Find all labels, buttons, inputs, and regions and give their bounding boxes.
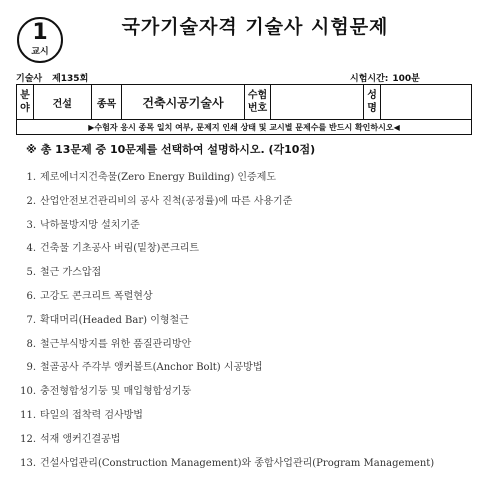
question-text: 고강도 콘크리트 폭렬현상 — [40, 290, 153, 302]
question-item — [20, 380, 482, 404]
reference-mark: ※ — [26, 143, 37, 156]
question-item — [20, 356, 482, 380]
exam-time-value: 100분 — [392, 74, 420, 84]
exam-category: 기술사 — [16, 74, 43, 84]
question-item — [20, 214, 482, 238]
question-number: 10. — [20, 386, 36, 398]
field-value-cell: 건설 — [33, 85, 91, 120]
question-item — [20, 237, 482, 261]
exam-period-label: 교시 — [31, 47, 49, 57]
question-number: 7. — [26, 314, 36, 326]
exam-period-badge — [17, 17, 63, 63]
question-text: 충전형합성기둥 및 매입형합성기둥 — [40, 386, 192, 398]
field-label-cell: 분야 — [17, 85, 34, 120]
question-number: 11. — [20, 409, 36, 421]
exam-session-info — [16, 71, 88, 84]
exam-number-input-cell[interactable] — [271, 85, 364, 120]
question-item — [20, 285, 482, 309]
question-text: 철근 가스압접 — [40, 267, 102, 279]
question-item — [20, 428, 482, 452]
question-text: 철근부식방지를 위한 품질관리방안 — [40, 338, 192, 350]
question-number: 4. — [26, 243, 36, 255]
question-number: 8. — [26, 338, 36, 350]
question-item — [20, 261, 482, 285]
question-number: 12. — [20, 433, 36, 445]
exam-session: 제135회 — [52, 74, 89, 84]
question-number: 13. — [20, 457, 36, 469]
question-number: 6. — [26, 290, 36, 302]
question-text: 건축물 기초공사 버림(밑창)콘크리트 — [40, 243, 200, 255]
exam-period-number: 1 — [32, 20, 48, 45]
notice-row: ▶수험자 응시 종목 일치 여부, 문제지 인쇄 상태 및 교시별 문제수를 반드시 확인하시오◀ — [17, 120, 472, 135]
question-text: 확대머리(Headed Bar) 이형철근 — [40, 314, 189, 326]
item-label-cell: 종목 — [91, 85, 122, 120]
question-item — [20, 452, 482, 476]
question-number: 1. — [26, 172, 36, 183]
question-item — [20, 166, 482, 190]
item-value-cell: 건축시공기술사 — [122, 85, 244, 120]
question-number: 3. — [26, 219, 36, 231]
question-text: 낙하물방지망 설치기준 — [40, 219, 140, 231]
question-number: 2. — [26, 195, 36, 207]
exam-number-label-cell: 수험번호 — [244, 85, 271, 120]
instruction-line — [26, 141, 315, 157]
question-item — [20, 333, 482, 357]
question-list — [20, 166, 482, 475]
question-text: 산업안전보건관리비의 공사 진척(공정률)에 따른 사용기준 — [40, 195, 293, 207]
name-input-cell[interactable] — [381, 85, 472, 120]
question-text: 타일의 접착력 검사방법 — [40, 409, 143, 421]
question-number: 5. — [26, 267, 36, 279]
question-number: 9. — [26, 362, 36, 374]
name-label-cell: 성명 — [364, 85, 381, 120]
question-text: 제로에너지건축물(Zero Energy Building) 인증제도 — [40, 172, 277, 183]
exam-info-table — [16, 84, 472, 135]
question-text: 석재 앵커긴결공법 — [40, 433, 121, 445]
question-text: 건설사업관리(Construction Management)와 종합사업관리(Program Management) — [40, 457, 435, 469]
question-item — [20, 190, 482, 214]
question-item — [20, 309, 482, 333]
exam-time-info — [350, 71, 420, 84]
instruction-text: 총 13문제 중 10문제를 선택하여 설명하시오. (각10점) — [40, 143, 316, 156]
question-item — [20, 404, 482, 428]
document-title: 국가기술자격 기술사 시험문제 — [121, 16, 389, 38]
question-text: 철골공사 주각부 앵커볼트(Anchor Bolt) 시공방법 — [40, 362, 263, 374]
exam-time-label: 시험시간: — [350, 74, 389, 84]
